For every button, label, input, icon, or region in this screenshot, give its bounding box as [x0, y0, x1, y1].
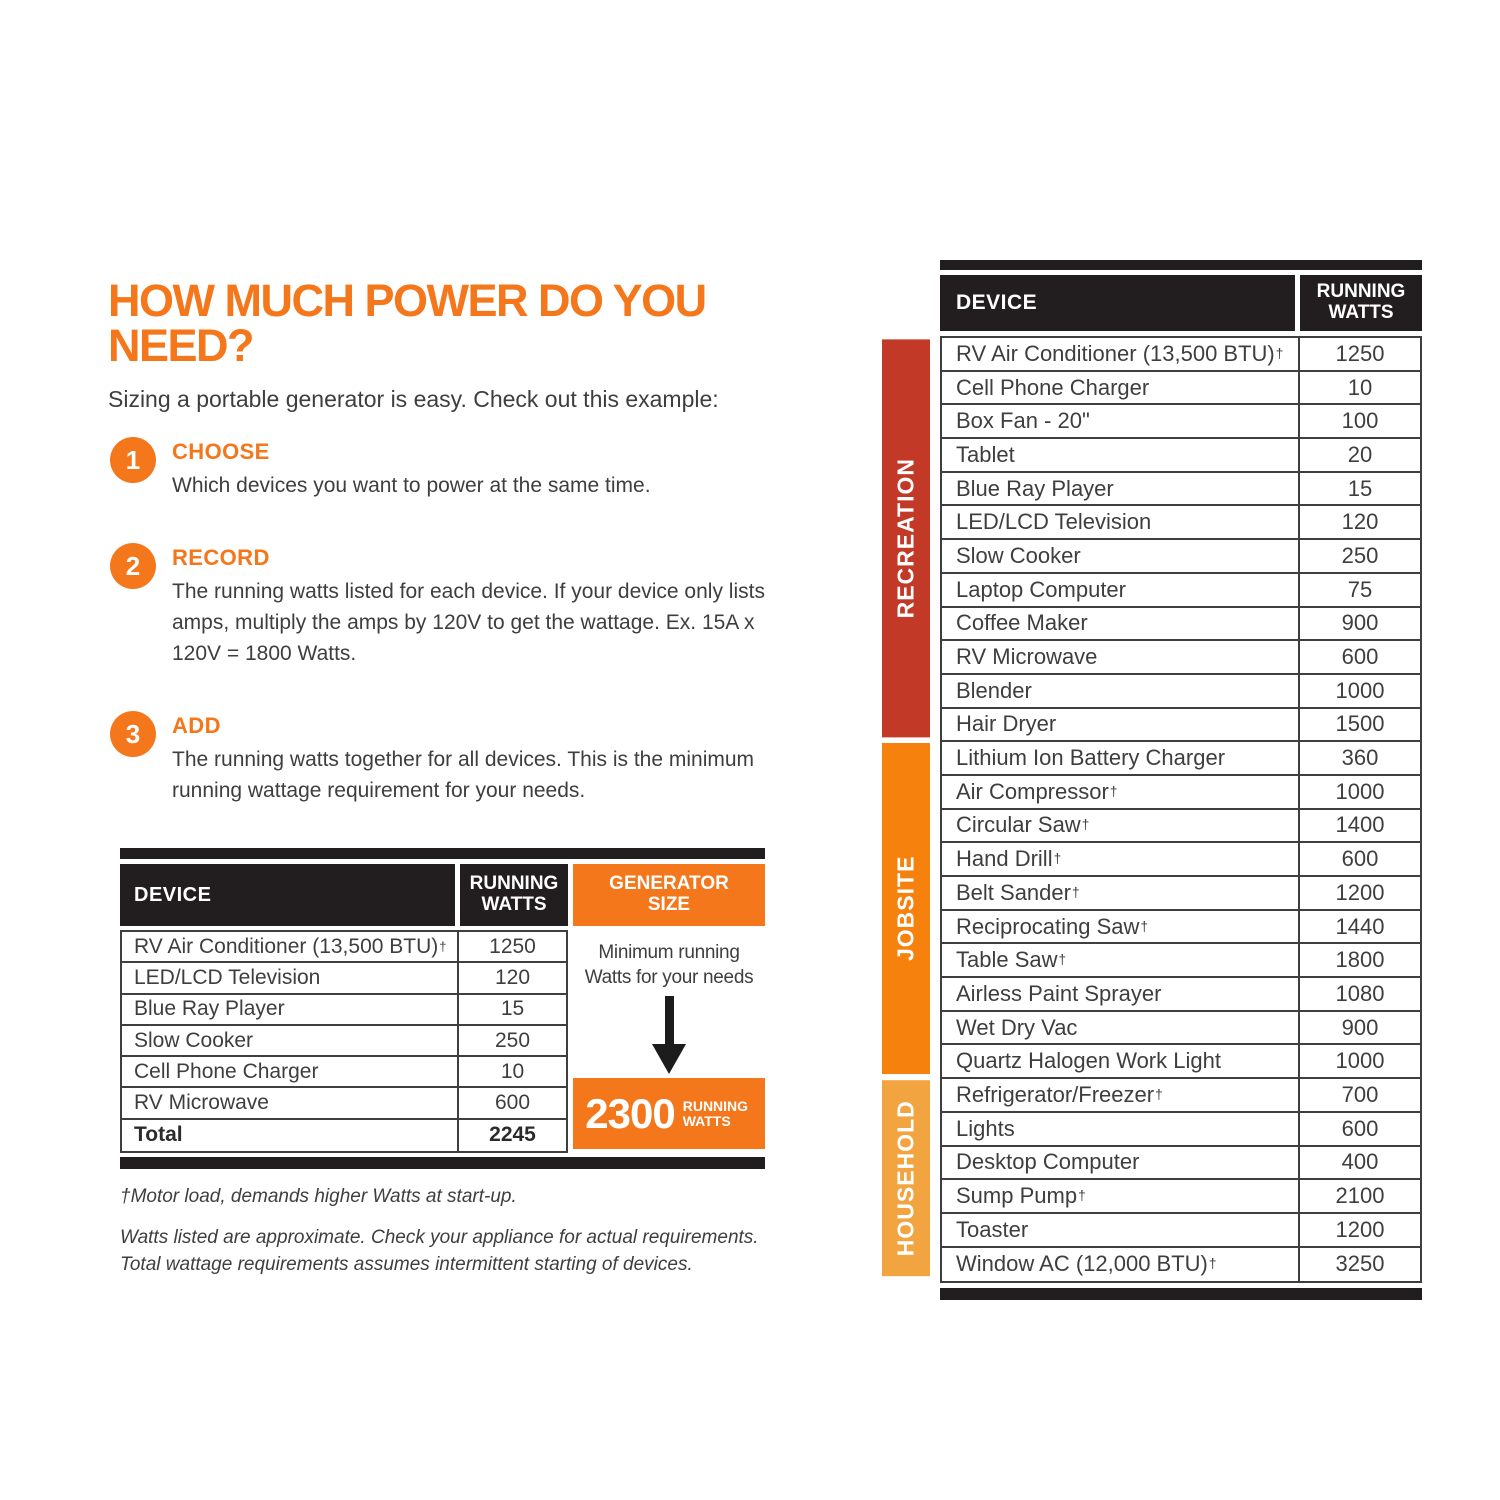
- device-name: Slow Cooker: [956, 542, 1081, 568]
- watts-value: 120: [494, 965, 531, 989]
- device-name: Desktop Computer: [956, 1149, 1140, 1175]
- device-name: Slow Cooker: [122, 1026, 459, 1055]
- watts-value: 1400: [1298, 810, 1420, 842]
- table-row: [942, 675, 1420, 709]
- watts-value: 250: [494, 1028, 531, 1052]
- reference-table-rows: [940, 336, 1422, 1283]
- device-name: Cell Phone Charger: [122, 1057, 459, 1086]
- watts-value: 600: [1298, 641, 1420, 673]
- total-label: Total: [122, 1120, 459, 1151]
- total-watts-value: 2245: [489, 1123, 536, 1147]
- footnote-approximate-line2: Total wattage requirements assumes intermittent starting of devices.: [120, 1254, 693, 1275]
- table-row: [942, 372, 1420, 406]
- table-top-rule: [940, 260, 1422, 270]
- step-number-badge: 1: [110, 437, 156, 483]
- device-name: Blender: [956, 677, 1032, 703]
- step-number-badge: 2: [110, 543, 156, 589]
- table-bottom-rule: [120, 1157, 765, 1169]
- watts-value: 100: [1298, 405, 1420, 437]
- watts-value: 400: [1298, 1147, 1420, 1179]
- table-row: [942, 608, 1420, 642]
- watts-value: 1250: [489, 934, 536, 958]
- step-content: [172, 543, 770, 669]
- watts-value: 10: [500, 1059, 525, 1083]
- watts-value: 1200: [1298, 877, 1420, 909]
- step-text: Which devices you want to power at the same time.: [172, 474, 651, 497]
- watts-value: 20: [1298, 439, 1420, 471]
- table-row: [942, 641, 1420, 675]
- device-name: Box Fan - 20": [956, 408, 1090, 434]
- device-name: RV Microwave: [956, 644, 1098, 670]
- device-name: Refrigerator/Freezer †: [956, 1081, 1163, 1107]
- watts-value: 3250: [1298, 1248, 1420, 1282]
- table-row: [942, 1045, 1420, 1079]
- down-arrow-icon: [665, 996, 674, 1044]
- column-header-generator-size: GENERATOR SIZE: [573, 864, 765, 926]
- category-label-recreation: RECREATION: [882, 339, 930, 737]
- watts-value: 120: [1298, 506, 1420, 538]
- example-device-table: [120, 930, 568, 1153]
- device-name: Window AC (12,000 BTU) †: [956, 1251, 1217, 1277]
- table-row: [942, 709, 1420, 743]
- device-name: Laptop Computer: [956, 576, 1126, 602]
- step-text: The running watts listed for each device. If your device only lists amps, multiply the amps by 120V to get the wattage. Ex. 15A x 120V = 1800 Watts.: [172, 580, 765, 665]
- table-row: [122, 1057, 566, 1088]
- table-row: [942, 574, 1420, 608]
- device-name: Circular Saw †: [956, 812, 1090, 838]
- footnote-approximate: [120, 1224, 810, 1278]
- table-row: [122, 1088, 566, 1119]
- table-bottom-rule: [940, 1288, 1422, 1300]
- table-row: [942, 911, 1420, 945]
- table-row-total: [122, 1120, 566, 1151]
- device-name: Wet Dry Vac: [956, 1014, 1078, 1040]
- watts-value: 15: [1298, 473, 1420, 505]
- reference-table-header: [940, 275, 1422, 331]
- watts-value: 1000: [1298, 1045, 1420, 1077]
- device-name: Hair Dryer: [956, 711, 1057, 737]
- table-row: [942, 944, 1420, 978]
- table-row: [122, 932, 566, 963]
- device-name: Airless Paint Sprayer: [956, 980, 1162, 1006]
- device-name: Table Saw †: [956, 947, 1067, 973]
- device-name: RV Microwave: [122, 1088, 459, 1117]
- step-item-add: [110, 711, 770, 806]
- device-name: Cell Phone Charger: [956, 374, 1150, 400]
- result-watts-unit: RUNNING WATTS: [682, 1097, 749, 1129]
- footnote-motor-load: †Motor load, demands higher Watts at start-up.: [120, 1186, 517, 1207]
- device-name: Toaster: [956, 1216, 1029, 1242]
- category-label-jobsite: JOBSITE: [882, 743, 930, 1074]
- step-label: ADD: [172, 713, 221, 738]
- steps-list: [110, 437, 770, 848]
- table-row: [942, 1248, 1420, 1282]
- column-header-running-watts: RUNNING WATTS: [1300, 275, 1422, 331]
- watts-value: 1200: [1298, 1214, 1420, 1246]
- table-row: [942, 1147, 1420, 1181]
- table-row: [942, 776, 1420, 810]
- watts-value: 1440: [1298, 911, 1420, 943]
- step-item-record: [110, 543, 770, 669]
- table-row: [942, 540, 1420, 574]
- table-row: [942, 1180, 1420, 1214]
- watts-value: 2100: [1298, 1180, 1420, 1212]
- step-text: The running watts together for all devices. This is the minimum running wattage requirement for your needs.: [172, 748, 755, 802]
- device-name: Coffee Maker: [956, 610, 1088, 636]
- step-label: CHOOSE: [172, 439, 270, 464]
- table-row: [122, 963, 566, 994]
- watts-value: 75: [1298, 574, 1420, 606]
- device-name: Blue Ray Player: [122, 995, 459, 1024]
- device-name: Blue Ray Player: [956, 475, 1114, 501]
- watts-value: 360: [1298, 742, 1420, 774]
- watts-value: 250: [1298, 540, 1420, 572]
- watts-value: 900: [1298, 1012, 1420, 1044]
- category-column: [882, 336, 930, 1300]
- table-row: [942, 877, 1420, 911]
- table-row: [942, 843, 1420, 877]
- example-table-header: [120, 864, 765, 926]
- table-row: [942, 1079, 1420, 1113]
- generator-size-column: [573, 930, 765, 1153]
- category-label-household: HOUSEHOLD: [882, 1080, 930, 1276]
- result-watts-badge: [573, 1078, 765, 1149]
- watts-value: 15: [500, 997, 525, 1021]
- reference-section: [882, 260, 1422, 1300]
- table-row: [942, 338, 1420, 372]
- watts-value: 600: [1298, 1113, 1420, 1145]
- device-name: Sump Pump †: [956, 1183, 1086, 1209]
- watts-value: 1000: [1298, 675, 1420, 707]
- table-row: [942, 978, 1420, 1012]
- table-row: [942, 1214, 1420, 1248]
- page-subtitle: Sizing a portable generator is easy. Check out this example:: [108, 386, 719, 412]
- device-name: Quartz Halogen Work Light: [956, 1048, 1221, 1074]
- result-watts-value: 2300: [585, 1089, 675, 1137]
- device-name: Belt Sander †: [956, 879, 1080, 905]
- step-content: [172, 711, 770, 806]
- device-name: Tablet: [956, 441, 1015, 467]
- device-name: Air Compressor †: [956, 778, 1118, 804]
- generator-size-note: Minimum running Watts for your needs: [584, 942, 754, 988]
- device-name: LED/LCD Television: [956, 509, 1152, 535]
- device-name: Lights: [956, 1115, 1015, 1141]
- watts-value: 1000: [1298, 776, 1420, 808]
- device-name: Reciprocating Saw †: [956, 913, 1149, 939]
- table-row: [942, 405, 1420, 439]
- device-name: LED/LCD Television: [122, 963, 459, 992]
- page-title: HOW MUCH POWER DO YOU NEED?: [108, 275, 706, 371]
- step-label: RECORD: [172, 545, 270, 570]
- watts-value: 600: [1298, 843, 1420, 875]
- column-header-device: DEVICE: [940, 275, 1295, 331]
- table-row: [122, 995, 566, 1026]
- step-content: [172, 437, 770, 501]
- example-section: [120, 848, 765, 1169]
- step-number-badge: 3: [110, 711, 156, 757]
- table-row: [942, 439, 1420, 473]
- footnotes: [120, 1186, 810, 1278]
- watts-value: 1800: [1298, 944, 1420, 976]
- table-row: [942, 810, 1420, 844]
- table-row: [942, 1113, 1420, 1147]
- watts-value: 900: [1298, 608, 1420, 640]
- intro-section: [108, 275, 798, 413]
- watts-value: 600: [494, 1091, 531, 1115]
- example-table-body: [120, 930, 765, 1153]
- device-name: Lithium Ion Battery Charger: [956, 745, 1226, 771]
- device-name: Hand Drill †: [956, 846, 1062, 872]
- table-row: [942, 506, 1420, 540]
- watts-value: 1080: [1298, 978, 1420, 1010]
- table-row: [942, 742, 1420, 776]
- table-row: [942, 1012, 1420, 1046]
- footnote-approximate-line1: Watts listed are approximate. Check your appliance for actual requirements.: [120, 1227, 759, 1248]
- device-name: RV Air Conditioner (13,500 BTU) †: [122, 932, 459, 961]
- watts-value: 10: [1298, 372, 1420, 404]
- table-top-rule: [120, 848, 765, 859]
- down-arrow-head-icon: [652, 1044, 686, 1074]
- reference-table: [940, 260, 1422, 1300]
- column-header-running-watts: RUNNING WATTS: [460, 864, 568, 926]
- table-row: [122, 1026, 566, 1057]
- table-row: [942, 473, 1420, 507]
- watts-value: 1250: [1298, 338, 1420, 370]
- step-item-choose: [110, 437, 770, 501]
- watts-value: 700: [1298, 1079, 1420, 1111]
- watts-value: 1500: [1298, 709, 1420, 741]
- device-name: RV Air Conditioner (13,500 BTU) †: [956, 340, 1284, 366]
- column-header-device: DEVICE: [120, 864, 455, 926]
